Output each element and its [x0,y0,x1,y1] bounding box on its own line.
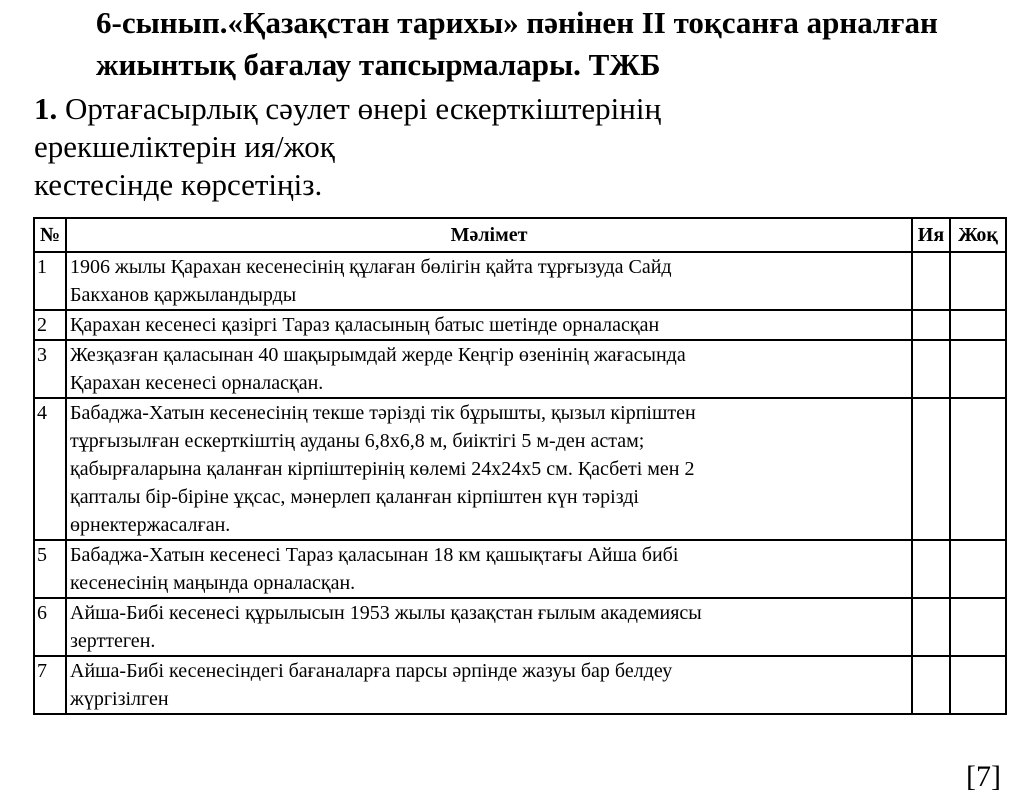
no-answer-cell[interactable] [950,398,1006,540]
statement-line: тұрғызылған ескерткіштің ауданы 6,8х6,8 м, биіктігі 5 м-ден астам; [70,430,645,452]
no-answer-cell[interactable] [950,656,1006,714]
column-header-info: Мәлімет [66,218,912,252]
score-total: [7] [966,760,1001,793]
row-number: 4 [34,398,66,540]
yes-answer-cell[interactable] [912,252,950,310]
row-statement [66,398,912,540]
no-answer-cell[interactable] [950,540,1006,598]
table-row [34,310,1006,340]
statement-line: өрнектержасалған. [70,514,231,536]
column-header-yes: Ия [912,218,950,252]
no-answer-cell[interactable] [950,598,1006,656]
table-row [34,656,1006,714]
row-number: 1 [34,252,66,310]
no-answer-cell[interactable] [950,252,1006,310]
yes-answer-cell[interactable] [912,340,950,398]
table-row [34,398,1006,540]
row-statement [66,656,912,714]
statement-line: Жезқазған қаласынан 40 шақырымдай жерде Кеңгір өзенінің жағасында [70,344,686,366]
statement-line: Бабаджа-Хатын кесенесінің текше тәрізді тік бұрышты, қызыл кірпіштен [70,402,696,424]
statement-line: қапталы бір-біріне ұқсас, мәнерлеп қаланған кірпіштен күн тәрізді [70,486,639,508]
yes-answer-cell[interactable] [912,598,950,656]
row-statement [66,598,912,656]
table-row [34,340,1006,398]
yes-answer-cell[interactable] [912,310,950,340]
statement-line: Қарахан кесенесі қазіргі Тараз қаласының батыс шетінде орналасқан [70,314,660,336]
row-number: 5 [34,540,66,598]
column-header-number: № [34,218,66,252]
row-number: 2 [34,310,66,340]
task-number: 1. [34,91,58,126]
column-header-no: Жоқ [950,218,1006,252]
statement-line: Қарахан кесенесі орналасқан. [70,372,324,394]
row-statement [66,310,912,340]
yes-answer-cell[interactable] [912,540,950,598]
statement-line: Айша-Бибі кесенесі құрылысын 1953 жылы қазақстан ғылым академиясы [70,602,702,624]
table-row [34,252,1006,310]
yes-answer-cell[interactable] [912,656,950,714]
table-header-row [34,218,1006,252]
task-text-line: кестесінде көрсетіңіз. [34,167,323,202]
table-row [34,540,1006,598]
row-statement [66,540,912,598]
page-title: 6-сынып.«Қазақстан тарихы» пәнінен II тоқсанға арналған жиынтық бағалау тапсырмалары. ТЖБ [96,5,938,82]
statement-line: Бабаджа-Хатын кесенесі Тараз қаласынан 18 км қашықтағы Айша бибі [70,544,679,566]
statement-line: жүргізілген [70,688,169,710]
statement-line: Айша-Бибі кесенесіндегі бағаналарға парсы әрпінде жазуы бар белдеу [70,660,673,682]
row-number: 3 [34,340,66,398]
task-text-line: ерекшеліктерін ия/жоқ [34,129,335,164]
row-statement [66,340,912,398]
row-statement [66,252,912,310]
task-instruction [34,90,934,204]
statement-line: кесенесінің маңында орналасқан. [70,572,356,594]
table-row [34,598,1006,656]
statement-line: қабырғаларына қаланған кірпіштерінің көлемі 24х24х5 см. Қасбеті мен 2 [70,458,695,480]
row-number: 6 [34,598,66,656]
yes-no-table [33,217,1007,715]
row-number: 7 [34,656,66,714]
statement-line: зерттеген. [70,630,156,652]
no-answer-cell[interactable] [950,340,1006,398]
statement-line: 1906 жылы Қарахан кесенесінің құлаған бөлігін қайта тұрғызуда Сайд [70,256,672,278]
no-answer-cell[interactable] [950,310,1006,340]
yes-answer-cell[interactable] [912,398,950,540]
task-text-line: Ортағасырлық сәулет өнері ескерткіштерінің [65,91,662,126]
statement-line: Бакханов қаржыландырды [70,284,297,306]
